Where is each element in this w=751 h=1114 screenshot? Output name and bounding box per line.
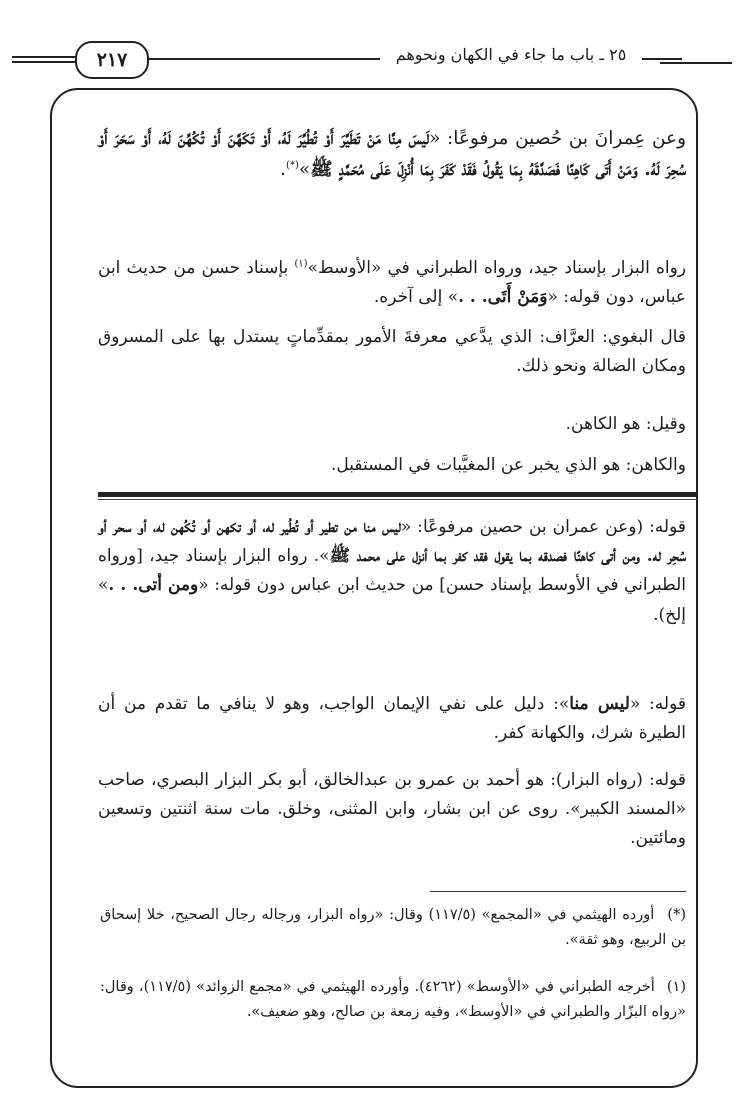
commentary-2-b: ليس منا: [569, 694, 630, 714]
quote-end: .: [280, 159, 287, 181]
commentary-1-b: ليس منا من تطير أو تُطُير له، أو تكهن أو تُكُهن له، أو سحر أو سُحِر له. ومن أتى كاهنًا فصدقه بما يقول فقد كفر بما أنزل على محمد ﷺ: [98, 517, 686, 567]
qil-line: وقيل: هو الكاهن.: [565, 414, 686, 434]
footnote-1-marker: (١): [666, 979, 687, 995]
commentary-1-e: » إلخ).: [98, 575, 686, 625]
commentary-paragraph-1: [98, 513, 686, 630]
commentary-paragraph-2: [98, 690, 686, 748]
commentary-1-d: ومن أتى. . .: [108, 575, 199, 596]
commentary-2-a: قوله: «: [629, 694, 686, 714]
narration-quoted: وَمَنْ أَتَى. . .: [458, 287, 548, 308]
commentary-2-c: »: دليل على نفي الإيمان الواجب، وهو لا ينافي ما تقدم من أن الطيرة شرك، والكهانة كفر.: [98, 694, 686, 744]
quote-hadith: لَيسَ مِنَّا مَنْ تَطَيَّرَ أَوْ تُطُيِّرَ لَهُ، أَوْ تَكَهَّنَ أَوْ تُكُهِّنَ لَهُ، أَوْ سَحَرَ أَوْ سُحِرَ لَهُ. وَمَنْ أَتَى كَاهِنًا فَصَدَّقَهُ بِمَا يَقُولُ فَقَدْ كَفَرَ بِمَا أُنْزِلَ عَلَى مُحَمَّدٍ ﷺ: [98, 128, 686, 181]
section-divider: [98, 492, 698, 497]
footnote-star-marker: (*): [667, 907, 686, 923]
narration-part3: » إلى آخره.: [373, 287, 459, 308]
commentary-1-c: ». رواه البزار بإسناد جيد، [ورواه الطبراني في الأوسط بإسناد حسن] من حديث ابن عباس دون قوله: «: [98, 546, 686, 596]
hadith-quote: [98, 123, 686, 185]
commentary-paragraph-3: قوله: (رواه البزار): هو أحمد بن عمرو بن عبدالخالق، أبو بكر البزار البصري، صاحب «المسند الكبير». روى عن ابن بشار، وابن المثنى، وخلق. مات سنة اثنتين وتسعين ومائتين.: [98, 770, 686, 849]
section-divider-thin: [98, 499, 698, 500]
header-rule-left: [12, 56, 78, 58]
running-title: ٢٥ ـ باب ما جاء في الكهان ونحوهم: [380, 45, 642, 64]
footnote-star: [100, 903, 686, 954]
footnote-1: [100, 975, 686, 1026]
narration-paragraph: [98, 254, 686, 312]
commentary-1-a: قوله: (وعن عمران بن حصين مرفوعًا: «: [400, 517, 687, 537]
narration-part2: بإسناد حسن من حديث ابن عباس، دون قوله: «: [98, 258, 686, 308]
header-rule-left-lower: [12, 61, 78, 63]
footnote-rule: [430, 891, 686, 892]
narration-part1: رواه البزار بإسناد جيد، ورواه الطبراني في «الأوسط»: [307, 258, 687, 278]
kahin-line: والكاهن: هو الذي يخبر عن المغيَّبات في المستقبل.: [330, 455, 686, 475]
quote-intro: وعن عِمرانَ بن حُصين مرفوعًا: «: [429, 128, 687, 149]
quote-close: »: [298, 159, 311, 181]
page-number: ٢١٧: [75, 41, 149, 79]
baghawi-paragraph: قال البغوي: العرَّاف: الذي يدَّعي معرفةَ الأمور بمقدِّماتٍ يستدل بها على المسروق ومكان الضالة ونحو ذلك.: [98, 327, 686, 377]
narration-footnote-marker: (١): [294, 258, 308, 270]
footnote-star-text: أورده الهيثمي في «المجمع» (١١٧/٥) وقال: «رواه البزار، ورجاله رجال الصحيح، خلا إسحاق بن الربيع، وهو ثقة».: [100, 907, 686, 949]
quote-footnote-marker: (*): [286, 159, 299, 171]
footnote-1-text: أخرجه الطبراني في «الأوسط» (٤٢٦٢). وأورده الهيثمي في «مجمع الزوائد» (١١٧/٥)، وقال: «رواه البزّار والطبراني في «الأوسط»، وفيه زمعة بن صالح، وهو ضعيف».: [100, 979, 686, 1021]
header-rule-far-right: [660, 62, 732, 64]
